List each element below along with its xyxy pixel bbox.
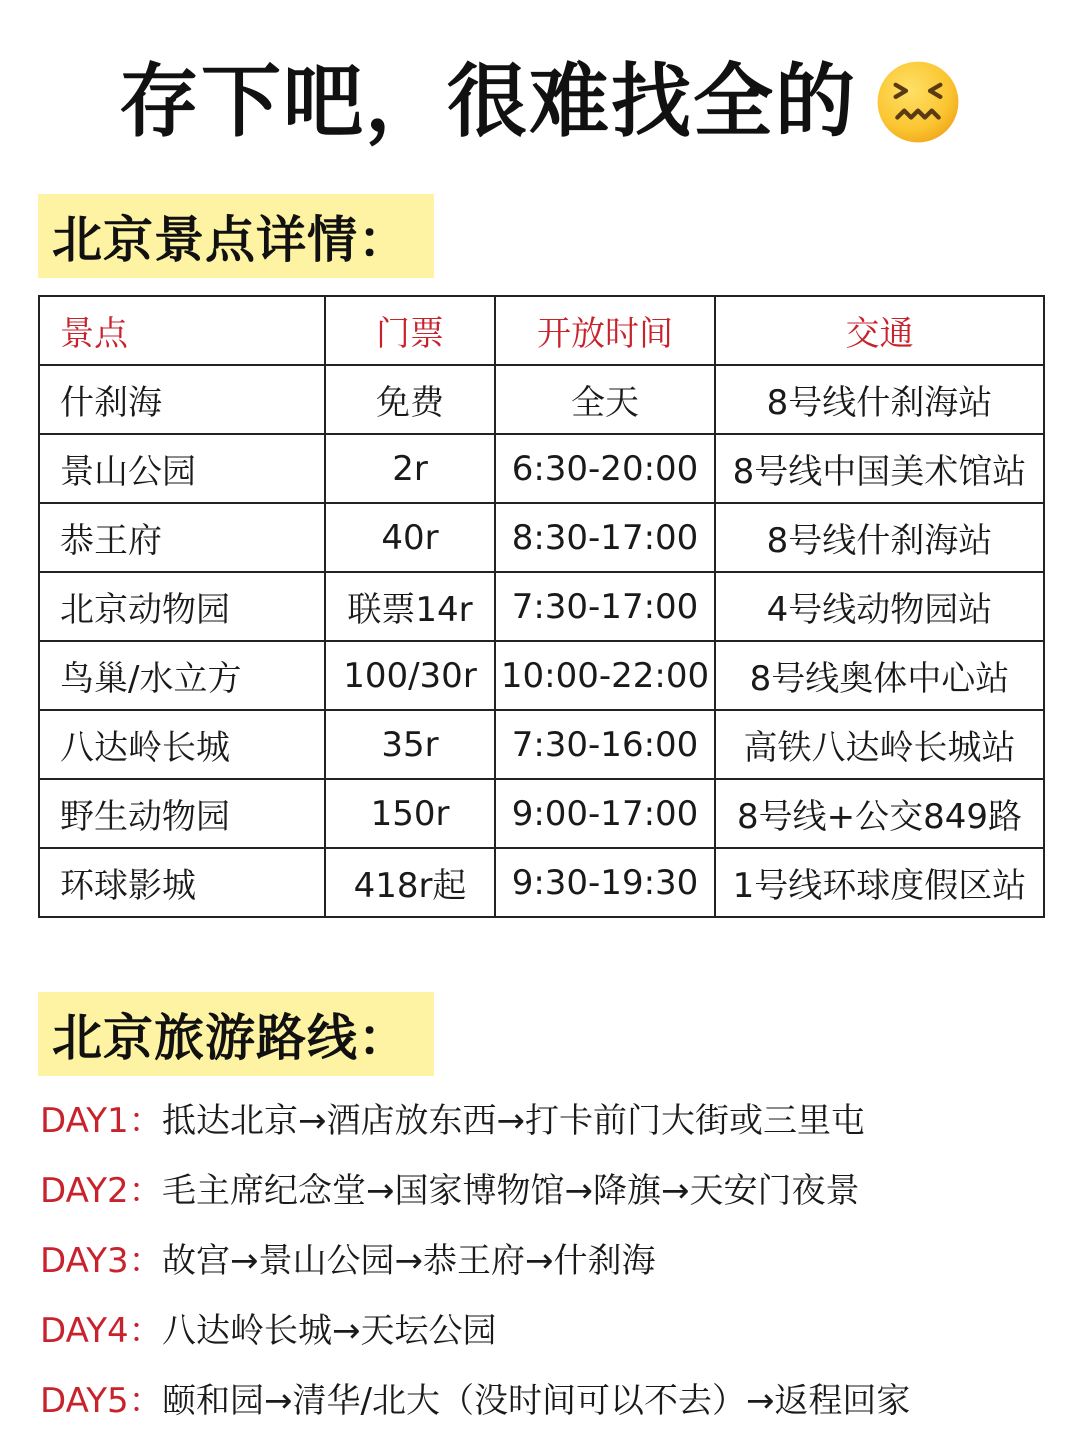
cell-ticket: 418r起 [325, 848, 495, 917]
cell-transport: 8号线什刹海站 [715, 503, 1044, 572]
cell-ticket: 联票14r [325, 572, 495, 641]
section-heading-attractions: 北京景点详情： [38, 194, 434, 278]
cell-hours: 7:30-16:00 [495, 710, 715, 779]
cell-hours: 9:00-17:00 [495, 779, 715, 848]
page-title: 存下吧，很难找全的 [119, 55, 857, 148]
cell-hours: 9:30-19:30 [495, 848, 715, 917]
confounded-face-icon [875, 59, 961, 145]
route-text: 毛主席纪念堂→国家博物馆→降旗→天安门夜景 [162, 1170, 860, 1211]
cell-transport: 8号线奥体中心站 [715, 641, 1044, 710]
table-row [39, 572, 1044, 641]
cell-hours: 6:30-20:00 [495, 434, 715, 503]
cell-attraction: 什刹海 [39, 365, 325, 434]
cell-transport: 高铁八达岭长城站 [715, 710, 1044, 779]
table-row [39, 848, 1044, 917]
header-cell-transport: 交通 [715, 296, 1044, 365]
route-day-label: DAY2： [40, 1170, 163, 1211]
cell-attraction: 景山公园 [39, 434, 325, 503]
cell-ticket: 100/30r [325, 641, 495, 710]
header-cell-ticket: 门票 [325, 296, 495, 365]
route-text: 抵达北京→酒店放东西→打卡前门大街或三里屯 [162, 1100, 865, 1141]
route-text: 八达岭长城→天坛公园 [162, 1310, 497, 1351]
route-day-label: DAY5： [40, 1380, 163, 1421]
cell-attraction: 八达岭长城 [39, 710, 325, 779]
table-row [39, 365, 1044, 434]
cell-attraction: 环球影城 [39, 848, 325, 917]
cell-transport: 8号线+公交849路 [715, 779, 1044, 848]
table-row [39, 710, 1044, 779]
cell-transport: 4号线动物园站 [715, 572, 1044, 641]
table-row [39, 641, 1044, 710]
attractions-table-container [38, 295, 1043, 918]
route-item-day2 [40, 1152, 1060, 1222]
cell-hours: 7:30-17:00 [495, 572, 715, 641]
cell-attraction: 野生动物园 [39, 779, 325, 848]
route-day-label: DAY3： [40, 1240, 163, 1281]
cell-ticket: 免费 [325, 365, 495, 434]
cell-attraction: 北京动物园 [39, 572, 325, 641]
route-list [40, 1082, 1060, 1432]
table-row [39, 434, 1044, 503]
table-header-row [39, 296, 1044, 365]
page-title-row [0, 52, 1080, 152]
cell-hours: 8:30-17:00 [495, 503, 715, 572]
route-text: 故宫→景山公园→恭王府→什刹海 [162, 1240, 656, 1281]
header-cell-hours: 开放时间 [495, 296, 715, 365]
table-row [39, 779, 1044, 848]
route-item-day5 [40, 1362, 1060, 1432]
cell-hours: 全天 [495, 365, 715, 434]
route-item-day3 [40, 1222, 1060, 1292]
cell-transport: 8号线什刹海站 [715, 365, 1044, 434]
section-heading-routes: 北京旅游路线： [38, 992, 434, 1076]
cell-attraction: 恭王府 [39, 503, 325, 572]
cell-attraction: 鸟巢/水立方 [39, 641, 325, 710]
cell-ticket: 2r [325, 434, 495, 503]
attractions-table [38, 295, 1045, 918]
route-day-label: DAY1： [40, 1100, 163, 1141]
table-row [39, 503, 1044, 572]
route-item-day1 [40, 1082, 1060, 1152]
cell-ticket: 150r [325, 779, 495, 848]
cell-transport: 8号线中国美术馆站 [715, 434, 1044, 503]
header-cell-attraction: 景点 [39, 296, 325, 365]
route-day-label: DAY4： [40, 1310, 163, 1351]
cell-hours: 10:00-22:00 [495, 641, 715, 710]
cell-ticket: 40r [325, 503, 495, 572]
route-text: 颐和园→清华/北大（没时间可以不去）→返程回家 [162, 1380, 911, 1421]
cell-transport: 1号线环球度假区站 [715, 848, 1044, 917]
cell-ticket: 35r [325, 710, 495, 779]
route-item-day4 [40, 1292, 1060, 1362]
